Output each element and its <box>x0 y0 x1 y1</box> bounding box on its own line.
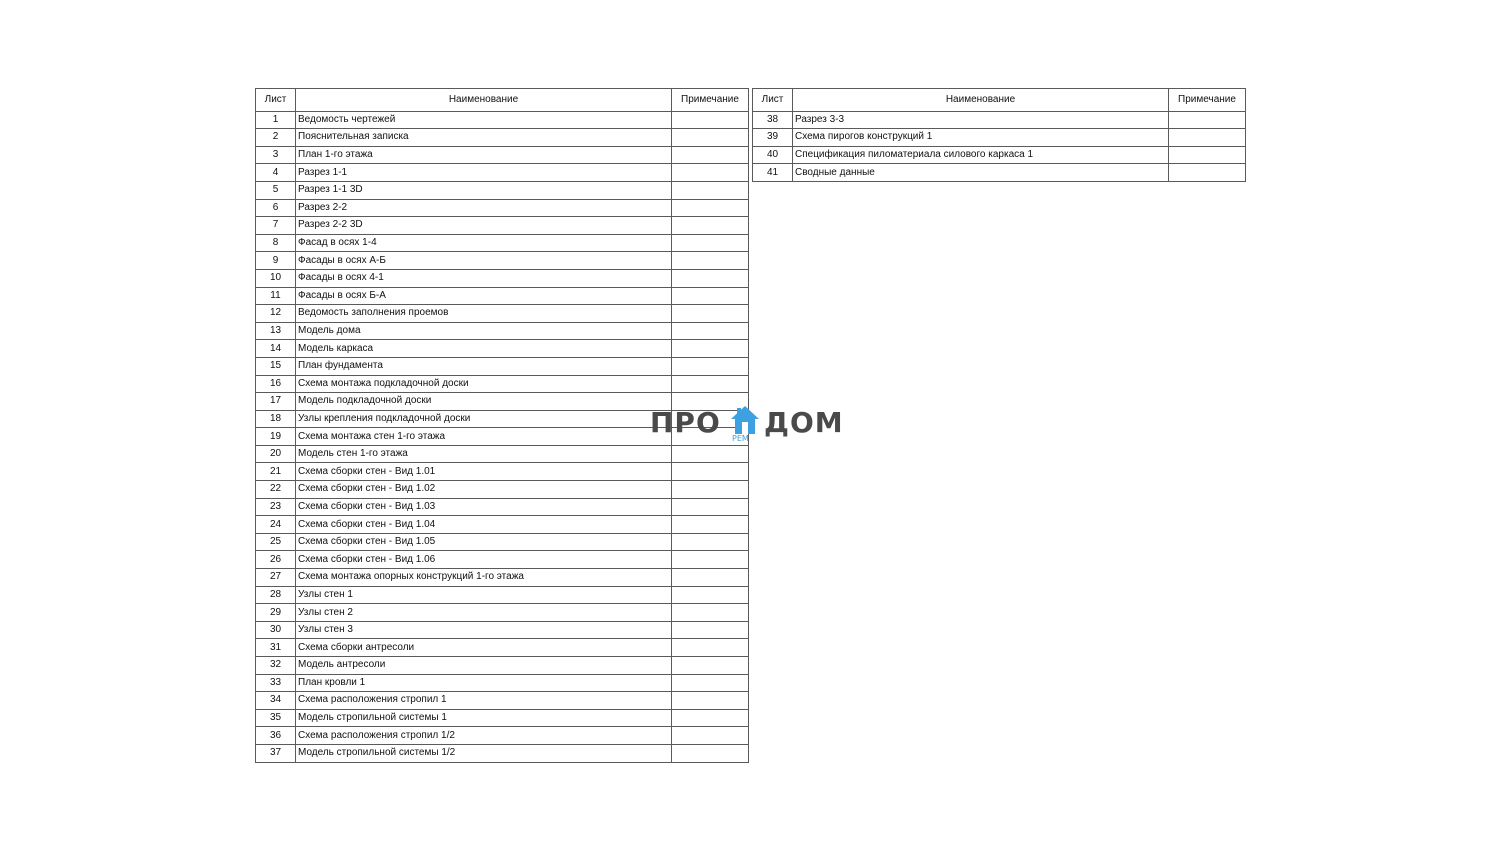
sheet-note <box>672 744 749 762</box>
table-row <box>256 234 749 252</box>
sheet-note <box>672 375 749 393</box>
table-row <box>256 481 749 499</box>
logo-text-dom: ДОМ <box>764 406 844 439</box>
sheet-name: Схема расположения стропил 1/2 <box>296 727 672 745</box>
sheet-number: 29 <box>256 604 296 622</box>
logo-text-pro: ПРО <box>650 406 721 439</box>
sheet-number: 11 <box>256 287 296 305</box>
sheet-note <box>1169 111 1246 129</box>
sheet-name: Схема сборки антресоли <box>296 639 672 657</box>
sheet-name: Узлы стен 2 <box>296 604 672 622</box>
sheet-number: 6 <box>256 199 296 217</box>
sheet-note <box>672 252 749 270</box>
table-row <box>256 604 749 622</box>
sheet-name: Схема монтажа подкладочной доски <box>296 375 672 393</box>
sheet-note <box>672 463 749 481</box>
sheet-number: 21 <box>256 463 296 481</box>
sheet-number: 32 <box>256 657 296 675</box>
header-note: Примечание <box>1169 89 1246 112</box>
sheet-number: 18 <box>256 410 296 428</box>
sheet-name: Разрез 2-2 <box>296 199 672 217</box>
sheet-number: 1 <box>256 111 296 129</box>
table-row <box>753 129 1246 147</box>
table-header-row <box>753 89 1246 112</box>
sheet-number: 31 <box>256 639 296 657</box>
sheet-number: 27 <box>256 569 296 587</box>
table-row <box>256 569 749 587</box>
sheet-name: Схема сборки стен - Вид 1.05 <box>296 533 672 551</box>
sheet-name: Модель стен 1-го этажа <box>296 445 672 463</box>
sheet-number: 36 <box>256 727 296 745</box>
sheet-note <box>672 287 749 305</box>
table-row <box>256 269 749 287</box>
table-row <box>256 533 749 551</box>
table-row <box>256 217 749 235</box>
sheet-note <box>672 516 749 534</box>
sheet-note <box>672 604 749 622</box>
sheet-note <box>672 533 749 551</box>
sheet-name: План кровли 1 <box>296 674 672 692</box>
table-row <box>256 146 749 164</box>
table-row <box>256 181 749 199</box>
pro-dom-logo <box>650 404 850 446</box>
sheet-name: Модель каркаса <box>296 340 672 358</box>
sheet-number: 10 <box>256 269 296 287</box>
table-row <box>256 674 749 692</box>
sheet-name: Схема монтажа опорных конструкций 1-го этажа <box>296 569 672 587</box>
sheet-note <box>1169 164 1246 182</box>
header-name: Наименование <box>793 89 1169 112</box>
table-row <box>753 164 1246 182</box>
sheet-name: Узлы крепления подкладочной доски <box>296 410 672 428</box>
sheet-note <box>672 164 749 182</box>
sheet-note <box>672 340 749 358</box>
header-sheet: Лист <box>256 89 296 112</box>
table-row <box>256 639 749 657</box>
sheet-note <box>672 217 749 235</box>
header-sheet: Лист <box>753 89 793 112</box>
sheet-number: 5 <box>256 181 296 199</box>
sheet-number: 35 <box>256 709 296 727</box>
logo-subtext: РЕМ <box>732 434 749 443</box>
sheet-number: 33 <box>256 674 296 692</box>
table-row <box>256 322 749 340</box>
table-row <box>256 164 749 182</box>
table-row <box>256 199 749 217</box>
table-row <box>256 586 749 604</box>
sheet-note <box>672 199 749 217</box>
sheet-number: 4 <box>256 164 296 182</box>
sheet-number: 40 <box>753 146 793 164</box>
sheet-name: Схема сборки стен - Вид 1.01 <box>296 463 672 481</box>
sheet-number: 25 <box>256 533 296 551</box>
sheet-note <box>672 234 749 252</box>
sheet-name: Пояснительная записка <box>296 129 672 147</box>
table-row <box>256 445 749 463</box>
sheet-name: Фасады в осях 4-1 <box>296 269 672 287</box>
sheet-number: 3 <box>256 146 296 164</box>
sheet-number: 23 <box>256 498 296 516</box>
sheet-name: Фасады в осях Б-А <box>296 287 672 305</box>
table-row <box>256 551 749 569</box>
sheet-name: Разрез 1-1 <box>296 164 672 182</box>
sheet-number: 30 <box>256 621 296 639</box>
sheet-note <box>672 709 749 727</box>
sheet-note <box>672 674 749 692</box>
sheet-number: 19 <box>256 428 296 446</box>
sheet-number: 22 <box>256 481 296 499</box>
sheet-note <box>672 146 749 164</box>
header-name: Наименование <box>296 89 672 112</box>
sheet-number: 7 <box>256 217 296 235</box>
sheet-note <box>1169 129 1246 147</box>
sheet-number: 20 <box>256 445 296 463</box>
sheet-number: 2 <box>256 129 296 147</box>
sheet-name: Схема сборки стен - Вид 1.04 <box>296 516 672 534</box>
table-header-row <box>256 89 749 112</box>
sheet-number: 24 <box>256 516 296 534</box>
table-row <box>256 744 749 762</box>
table-row <box>256 692 749 710</box>
sheet-name: Узлы стен 3 <box>296 621 672 639</box>
sheet-name: Схема сборки стен - Вид 1.02 <box>296 481 672 499</box>
table-row <box>753 111 1246 129</box>
sheet-name: Ведомость чертежей <box>296 111 672 129</box>
sheet-name: Разрез 1-1 3D <box>296 181 672 199</box>
table-row <box>256 657 749 675</box>
sheet-number: 17 <box>256 393 296 411</box>
sheet-name: Ведомость заполнения проемов <box>296 305 672 323</box>
table-row <box>256 340 749 358</box>
table-row <box>256 287 749 305</box>
sheet-name: Модель стропильной системы 1 <box>296 709 672 727</box>
table-row <box>256 498 749 516</box>
table-row <box>753 146 1246 164</box>
sheet-note <box>672 569 749 587</box>
sheet-note <box>1169 146 1246 164</box>
sheet-name: План 1-го этажа <box>296 146 672 164</box>
sheet-number: 8 <box>256 234 296 252</box>
sheet-name: Схема сборки стен - Вид 1.03 <box>296 498 672 516</box>
sheet-note <box>672 322 749 340</box>
sheet-note <box>672 586 749 604</box>
sheet-name: Спецификация пиломатериала силового каркаса 1 <box>793 146 1169 164</box>
sheet-note <box>672 692 749 710</box>
sheet-name: Модель стропильной системы 1/2 <box>296 744 672 762</box>
sheet-note <box>672 357 749 375</box>
sheet-note <box>672 551 749 569</box>
sheet-number: 39 <box>753 129 793 147</box>
sheet-name: Схема сборки стен - Вид 1.06 <box>296 551 672 569</box>
table-row <box>256 727 749 745</box>
sheet-number: 28 <box>256 586 296 604</box>
table-row <box>256 252 749 270</box>
header-note: Примечание <box>672 89 749 112</box>
sheet-number: 12 <box>256 305 296 323</box>
sheet-number: 37 <box>256 744 296 762</box>
sheet-note <box>672 269 749 287</box>
table-row <box>256 305 749 323</box>
sheet-note <box>672 657 749 675</box>
sheet-name: Схема пирогов конструкций 1 <box>793 129 1169 147</box>
sheet-number: 9 <box>256 252 296 270</box>
sheet-name: Фасады в осях А-Б <box>296 252 672 270</box>
sheet-number: 34 <box>256 692 296 710</box>
table-row <box>256 463 749 481</box>
sheet-number: 16 <box>256 375 296 393</box>
sheet-name: Модель антресоли <box>296 657 672 675</box>
table-row <box>256 357 749 375</box>
table-row <box>256 516 749 534</box>
sheet-name: Фасад в осях 1-4 <box>296 234 672 252</box>
sheet-name: Схема расположения стропил 1 <box>296 692 672 710</box>
sheet-number: 13 <box>256 322 296 340</box>
sheet-note <box>672 111 749 129</box>
sheet-name: Разрез 3-3 <box>793 111 1169 129</box>
sheet-note <box>672 639 749 657</box>
sheet-name: Схема монтажа стен 1-го этажа <box>296 428 672 446</box>
sheet-number: 41 <box>753 164 793 182</box>
sheet-name: Разрез 2-2 3D <box>296 217 672 235</box>
table-row <box>256 111 749 129</box>
sheet-number: 14 <box>256 340 296 358</box>
sheet-note <box>672 498 749 516</box>
sheet-number: 26 <box>256 551 296 569</box>
sheet-name: Модель подкладочной доски <box>296 393 672 411</box>
sheet-number: 38 <box>753 111 793 129</box>
sheet-note <box>672 481 749 499</box>
table-row <box>256 709 749 727</box>
drawings-list-table-right <box>752 88 1246 182</box>
table-row <box>256 129 749 147</box>
sheet-note <box>672 727 749 745</box>
sheet-note <box>672 621 749 639</box>
table-body-right <box>753 111 1246 181</box>
sheet-name: Узлы стен 1 <box>296 586 672 604</box>
table-row <box>256 375 749 393</box>
sheet-note <box>672 181 749 199</box>
sheet-name: Модель дома <box>296 322 672 340</box>
sheet-note <box>672 129 749 147</box>
sheet-note <box>672 305 749 323</box>
house-icon <box>729 404 761 438</box>
sheet-name: План фундамента <box>296 357 672 375</box>
sheet-number: 15 <box>256 357 296 375</box>
sheet-name: Сводные данные <box>793 164 1169 182</box>
sheet-note <box>672 445 749 463</box>
table-row <box>256 621 749 639</box>
